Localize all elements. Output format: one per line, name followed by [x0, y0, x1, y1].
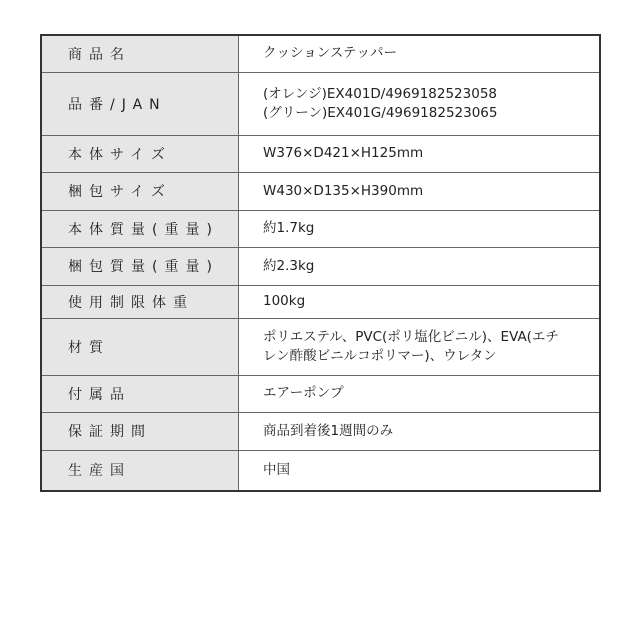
- row-value-cell: [239, 72, 601, 135]
- table-row: [41, 450, 600, 491]
- table-row: [41, 135, 600, 172]
- row-value-cell: [239, 210, 601, 247]
- row-label: 材質: [68, 339, 110, 356]
- row-value-line: (オレンジ)EX401D/4969182523058: [263, 85, 498, 102]
- row-value-line: (グリーン)EX401G/4969182523065: [263, 104, 498, 121]
- row-value-cell: [239, 285, 601, 318]
- row-label: 生産国: [68, 463, 131, 480]
- table-row: [41, 375, 600, 412]
- row-value-cell: [239, 375, 601, 412]
- row-label: 保証期間: [68, 424, 152, 440]
- row-value-line: レン酢酸ビニルコポリマー)、ウレタン: [263, 347, 497, 364]
- row-value-cell: [239, 35, 601, 72]
- row-label: 梱包質量(重量): [68, 259, 219, 275]
- table-row: [41, 35, 600, 72]
- row-label-cell: [41, 72, 239, 135]
- row-value-cell: [239, 247, 601, 285]
- row-value-line: エアーポンプ: [263, 385, 344, 401]
- table-row: [41, 247, 600, 285]
- table-row: [41, 285, 600, 318]
- spec-table: [40, 34, 601, 492]
- row-label-cell: [41, 35, 239, 72]
- row-value-line: 約2.3kg: [263, 257, 315, 274]
- row-label: 本体サイズ: [68, 146, 172, 163]
- table-row: [41, 210, 600, 247]
- row-label: 梱包サイズ: [68, 184, 172, 200]
- row-value-line: W430×D135×H390mm: [263, 182, 424, 199]
- table-row: [41, 412, 600, 450]
- row-label-cell: [41, 450, 239, 491]
- row-label: 品番/JAN: [68, 96, 167, 113]
- row-value-line: 中国: [263, 461, 290, 478]
- row-value-cell: [239, 412, 601, 450]
- row-label-cell: [41, 318, 239, 375]
- row-value-line: ポリエステル、PVC(ポリ塩化ビニル)、EVA(エチ: [263, 328, 559, 345]
- row-value-line: 商品到着後1週間のみ: [263, 422, 394, 439]
- row-label: 使用制限体重: [68, 294, 194, 311]
- row-label: 本体質量(重量): [68, 221, 219, 238]
- row-value-cell: [239, 450, 601, 491]
- row-value-line: クッションステッパー: [263, 45, 398, 62]
- table-row: [41, 318, 600, 375]
- row-value-cell: [239, 172, 601, 210]
- row-label: 商品名: [68, 46, 131, 63]
- row-value-cell: [239, 135, 601, 172]
- row-value-line: 約1.7kg: [263, 220, 315, 236]
- row-value-cell: [239, 318, 601, 375]
- table-row: [41, 72, 600, 135]
- table-row: [41, 172, 600, 210]
- row-value-line: 100kg: [263, 293, 306, 309]
- row-label: 付属品: [68, 386, 131, 403]
- row-label-cell: [41, 375, 239, 412]
- row-label-cell: [41, 210, 239, 247]
- row-label-cell: [41, 247, 239, 285]
- row-label-cell: [41, 412, 239, 450]
- row-label-cell: [41, 285, 239, 318]
- row-label-cell: [41, 172, 239, 210]
- row-value-line: W376×D421×H125mm: [263, 145, 424, 161]
- row-label-cell: [41, 135, 239, 172]
